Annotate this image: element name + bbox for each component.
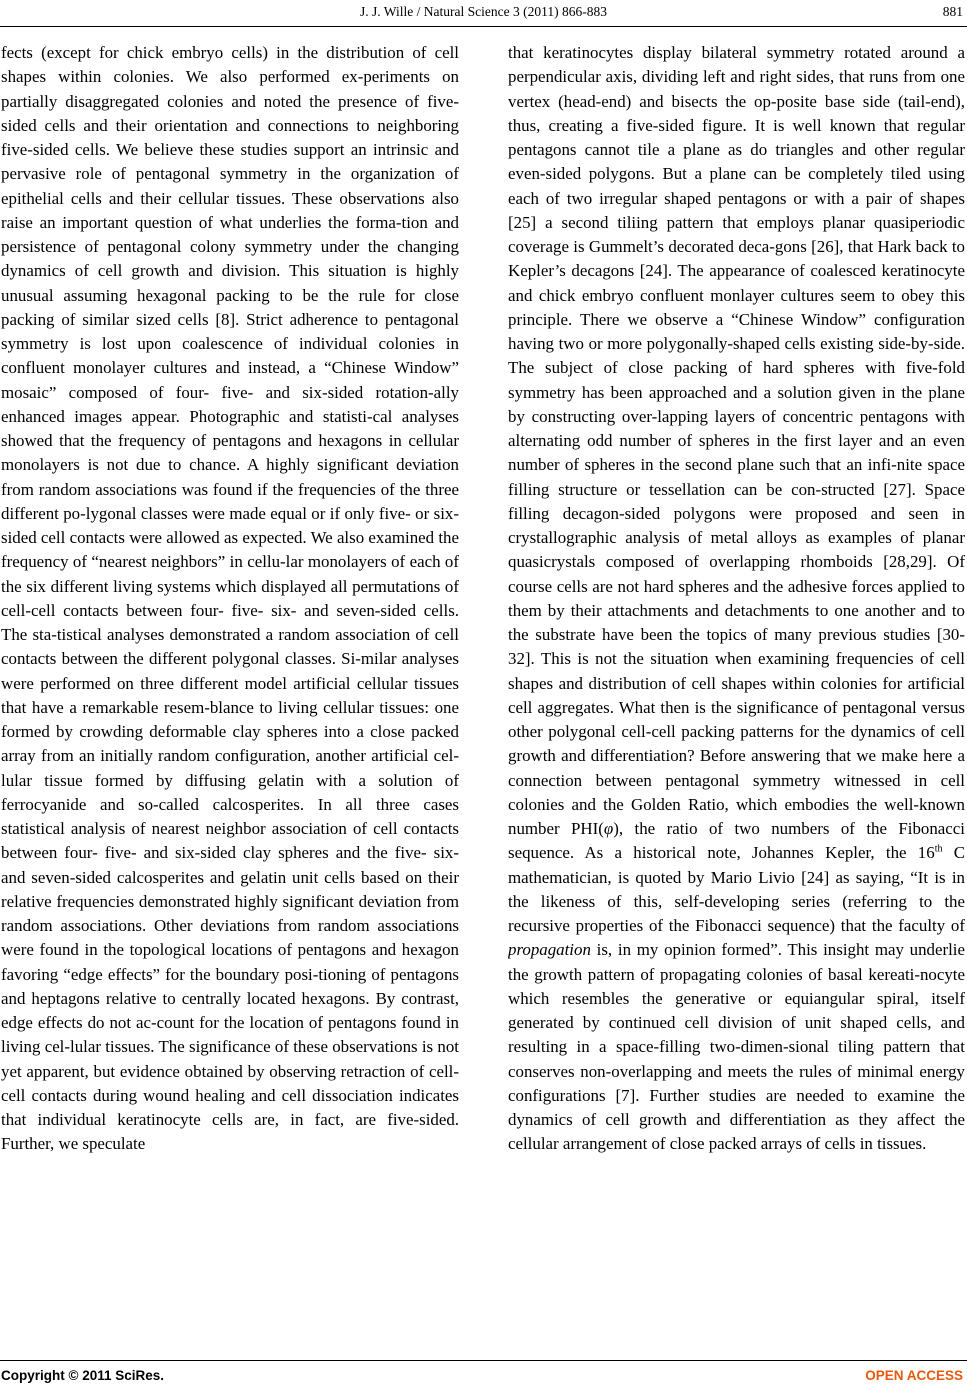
phi-symbol: φ — [603, 819, 614, 838]
copyright-notice: Copyright © 2011 SciRes. — [1, 1368, 165, 1383]
italic-propagation: propagation — [508, 940, 591, 960]
footer-rule — [0, 1360, 967, 1361]
page-number: 881 — [942, 4, 963, 19]
left-column — [1, 41, 459, 1347]
header-rule — [0, 26, 967, 27]
right-column-paragraph — [508, 41, 965, 1157]
right-text-part-4: is, in my opinion formed”. This insight may underlie the growth pattern of propagating colonies of basal kereati-nocyte which resembles the generative or equiangular spiral, itself generated by continued cell division of unit shaped cells, and resulting in a space-filling two-dimen-sional tiling pattern that conserves non-overlapping and meets the rules of minimal energy configurations [7]. Further studies are needed to examine the dynamics of cell growth and differentiation as they affect the cellular arrangement of close packed arrays of cells in tissues. — [508, 940, 965, 1154]
right-text-part-3: C mathematician, is quoted by Mario Livio [24] as saying, “It is in the likeness of this, self-developing series (referring to the recursive properties of the Fibonacci sequence) that the faculty of — [508, 843, 965, 935]
ordinal-superscript: th — [934, 843, 943, 855]
right-text-part-2: ), the ratio of two numbers of the Fibonacci sequence. As a historical note, Johannes Kepler, the 16 — [508, 819, 965, 863]
right-column — [508, 41, 965, 1347]
left-column-text: fects (except for chick embryo cells) in the distribution of cell shapes within colonies. We also performed ex-periments on partially disaggregated colonies and noted the presence of five-sided cells and their orientation and connections to neighboring five-sided cells. We believe these studies support an intrinsic and pervasive role of pentagonal symmetry in the organization of epithelial cells and their cellular tissues. These observations also raise an important question of what underlies the forma-tion and persistence of pentagonal colony symmetry under the changing dynamics of cell growth and division. This situation is highly unusual assuming hexagonal packing to be the rule for close packing of similar sized cells [8]. Strict adherence to pentagonal symmetry is lost upon coalescence of individual colonies in confluent monolayer cultures and instead, a “Chinese Window” mosaic” composed of four- five- and six-sided rotation-ally enhanced images appear. Photographic and statisti-cal analyses showed that the frequency of pentagons and hexagons in cellular monolayers is not due to chance. A highly significant deviation from random associations was found if the frequencies of the three different po-lygonal classes were made equal or if only five- or six-sided cell contacts were allowed as expected. We also examined the frequency of “nearest neighbors” in cellu-lar monolayers of each of the six different living systems which displayed all permutations of cell-cell contacts between four- five- six- and seven-sided cells. The sta-tistical analyses demonstrated a random association of cell contacts between the different polygonal classes. Si-milar analyses were performed on three different model artificial cellular tissues that have a remarkable resem-blance to living cellular tissues: one formed by crowding deformable clay spheres into a close packed array from an initially random configuration, another artificial cel-lular tissue formed by diffusing gelatin with a solution of ferrocyanide and so-called calcosperites. In all three cases statistical analysis of nearest neighbor association of cell contacts between four- five- and six-sided clay spheres and the five- six- and seven-sided calcosperites and gelatin unit cells based on their relative frequencies demonstrated highly significant deviation from random associations. Other deviations from random associations were found in the topological locations of pentagons and hexagon favoring “edge effects” for the boundary posi-tioning of pentagons and heptagons relative to centrally located hexagons. By contrast, edge effects do not ac-count for the location of pentagons found in living cel-lular tissues. The significance of these observations is not yet apparent, but evidence obtained by observing retraction of cell-cell contacts during wound healing and cell dissociation indicates that individual keratinocyte cells are, in fact, are five-sided. Further, we speculate — [1, 43, 459, 1154]
page-footer — [0, 1360, 967, 1388]
journal-citation: J. J. Wille / Natural Science 3 (2011) 866-883 — [360, 4, 607, 19]
running-header — [0, 0, 967, 28]
right-text-part-1: that keratinocytes display bilateral symmetry rotated around a perpendicular axis, dividing left and right sides, that runs from one vertex (head-end) and bisects the op-posite base side (tail-end), thus, creating a five-sided figure. It is well known that regular pentagons cannot tile a plane as do triangles and other regular even-sided polygons. But a plane can be completely tiled using each of two irregular shaped pentagons or with a pair of shapes [25] a second tiliing pattern that employs planar quasiperiodic coverage is Gummelt’s decorated deca-gons [26], that Hark back to Kepler’s decagons [24]. The appearance of coalesced keratinocyte and chick embryo confluent monlayer cultures seem to obey this principle. There we observe a “Chinese Window” configuration having two or more polygonally-shaped cells existing side-by-side. The subject of close packing of hard spheres with five-fold symmetry has been approached and a solution given in the plane by constructing over-lapping layers of concentric pentagons with alternating odd number of spheres in the first layer and an even number of spheres in the second plane such that an infi-nite space filling structure or tessellation can be con-structed [27]. Space filling decagon-sided polygons were proposed and seen in crystallographic analysis of metal alloys as examples of planar quasicrystals composed of overlapping rhomboids [28,29]. Of course cells are not hard spheres and the adhesive forces applied to them by their attachments and detachments to one another and to the substrate have been the topics of many previous studies [30-32]. This is not the situation when examining frequencies of cell shapes and distribution of cell shapes within colonies for artificial cell aggregates. What then is the significance of pentagonal versus other polygonal cell-cell packing patterns for the dynamics of cell growth and differentiation? Before answering that we make here a connection between pentagonal symmetry witnessed in cell colonies and the Golden Ratio, which embodies the well-known number PHI( — [508, 43, 965, 838]
open-access-label: OPEN ACCESS — [865, 1368, 963, 1383]
